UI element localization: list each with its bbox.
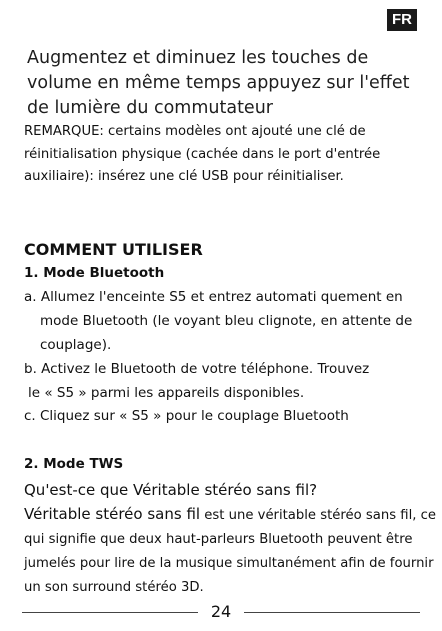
bluetooth-step-b-line1: b. Activez le Bluetooth de votre téléphone. Trouvez: [24, 361, 370, 377]
bluetooth-step-a-line1: a. Allumez l'enceinte S5 et entrez automati quement en: [24, 289, 403, 305]
footer-rule-left: [22, 612, 198, 613]
reset-note: REMARQUE: certains modèles ont ajouté une clé de réinitialisation physique (cachée dans le port d'entrée auxiliaire): insérez une clé USB pour réinitialiser.: [24, 124, 381, 184]
bluetooth-mode-title: 1. Mode Bluetooth: [24, 265, 165, 281]
footer-rule-right: [244, 612, 420, 613]
section-title: COMMENT UTILISER: [24, 240, 203, 259]
bluetooth-step-c: [24, 404, 434, 428]
tws-description: [24, 502, 436, 600]
bluetooth-step-c-line1: c. Cliquez sur « S5 » pour le couplage Bluetooth: [24, 408, 349, 424]
tws-question: Qu'est-ce que Véritable stéréo sans fil?: [24, 481, 318, 499]
tws-description-lead: Véritable stéréo sans fil: [24, 505, 201, 523]
bluetooth-step-a: [24, 285, 434, 357]
tws-mode-title: 2. Mode TWS: [24, 456, 124, 472]
tws-description-body: est une véritable stéréo sans fil, ce qui signifie que deux haut-parleurs Bluetooth peuvent être jumelés pour lire de la musique simultanément afin de fournir un son surround stéréo 3D.: [24, 508, 436, 595]
page-number: 24: [210, 602, 232, 621]
bluetooth-step-b-line2: le « S5 » parmi les appareils disponibles.: [28, 385, 305, 401]
bluetooth-step-a-line2: mode Bluetooth (le voyant bleu clignote, en attente de couplage).: [40, 313, 413, 353]
reset-heading: Augmentez et diminuez les touches de volume en même temps appuyez sur l'effet de lumière du commutateur: [27, 48, 410, 118]
language-badge: FR: [387, 9, 417, 31]
bluetooth-step-b: [24, 357, 434, 405]
